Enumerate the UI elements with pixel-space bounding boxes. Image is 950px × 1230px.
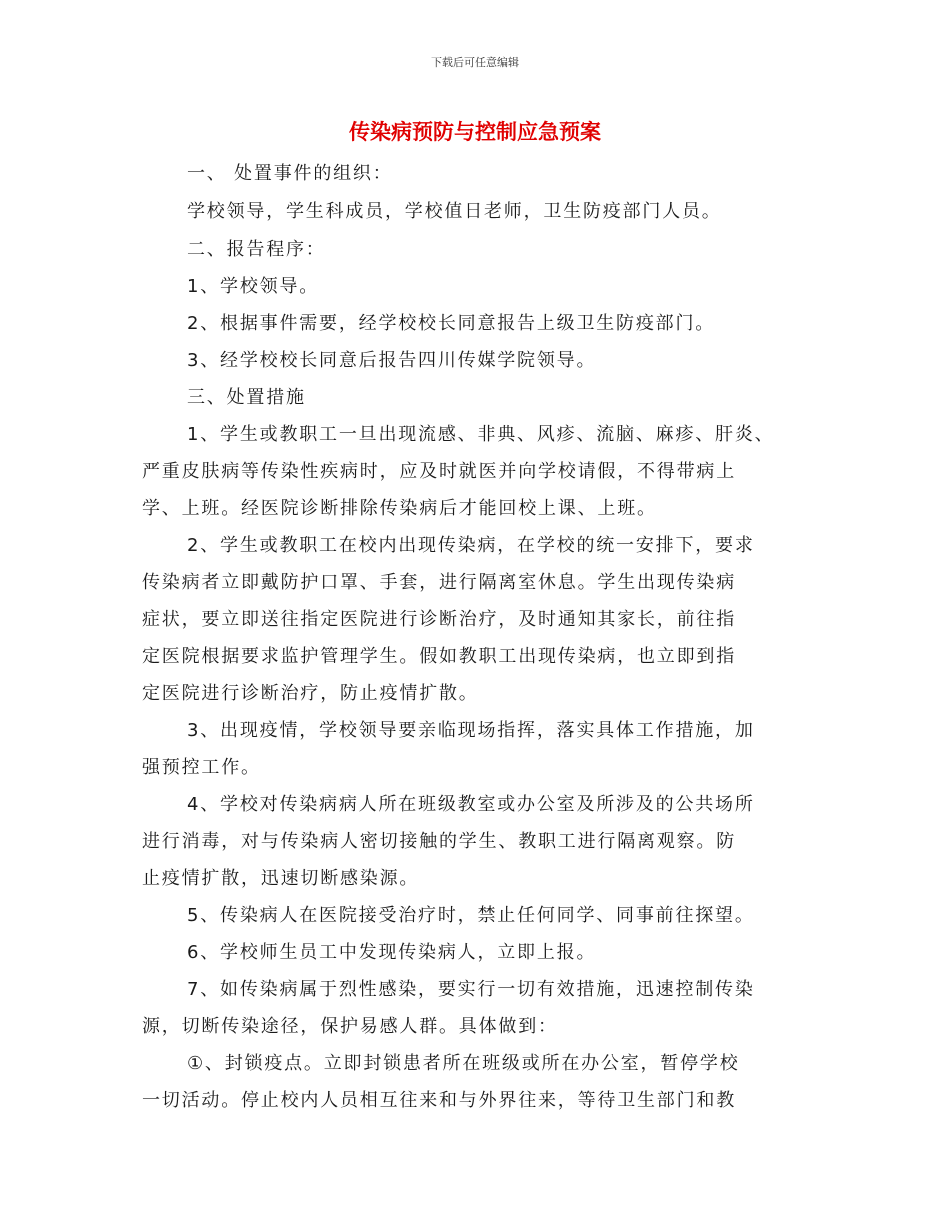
body-line: 源，切断传染途径，保护易感人群。具体做到： (142, 1016, 558, 1037)
body-line: 定医院进行诊断治疗，防止疫情扩散。 (142, 683, 479, 704)
body-line: 7、如传染病属于烈性感染，要实行一切有效措施，迅速控制传染 (187, 979, 755, 1000)
body-line: 进行消毒，对与传染病人密切接触的学生、教职工进行隔离观察。防 (142, 831, 736, 852)
document-title: 传染病预防与控制应急预案 (349, 120, 601, 144)
body-line: 严重皮肤病等传染性疾病时，应及时就医并向学校请假，不得带病上 (142, 461, 736, 482)
body-line: 定医院根据要求监护管理学生。假如教职工出现传染病，也立即到指 (142, 646, 736, 667)
body-line: 5、传染病人在医院接受治疗时，禁止任何同学、同事前往探望。 (187, 905, 755, 926)
body-line: 2、学生或教职工在校内出现传染病，在学校的统一安排下，要求 (187, 535, 755, 556)
body-line: 学、上班。经医院诊断排除传染病后才能回校上课、上班。 (142, 498, 657, 519)
body-line: 强预控工作。 (142, 757, 261, 778)
body-line: 3、出现疫情，学校领导要亲临现场指挥，落实具体工作措施，加 (187, 720, 755, 741)
body-line: 4、学校对传染病病人所在班级教室或办公室及所涉及的公共场所 (187, 794, 755, 815)
page-header-note: 下载后可任意编辑 (431, 56, 519, 69)
body-line: 传染病者立即戴防护口罩、手套，进行隔离室休息。学生出现传染病 (142, 572, 736, 593)
body-line: ①、封锁疫点。立即封锁患者所在班级或所在办公室，暂停学校 (187, 1053, 740, 1074)
body-line: 1、学生或教职工一旦出现流感、非典、风疹、流脑、麻疹、肝炎、 (187, 424, 775, 445)
body-line: 学校领导，学生科成员，学校值日老师，卫生防疫部门人员。 (187, 201, 722, 222)
body-line: 6、学校师生员工中发现传染病人，立即上报。 (187, 942, 597, 963)
body-line: 2、根据事件需要，经学校校长同意报告上级卫生防疫部门。 (187, 313, 716, 334)
body-line: 一切活动。停止校内人员相互往来和与外界往来，等待卫生部门和教 (142, 1090, 736, 1111)
body-line: 3、经学校校长同意后报告四川传媒学院领导。 (187, 350, 597, 371)
body-line: 1、学校领导。 (187, 276, 320, 297)
body-line: 三、处置措施 (187, 387, 306, 408)
body-line: 止疫情扩散，迅速切断感染源。 (142, 868, 420, 889)
body-line: 症状，要立即送往指定医院进行诊断治疗，及时通知其家长，前往指 (142, 609, 736, 630)
body-line: 一、 处置事件的组织： (187, 163, 393, 184)
body-line: 二、报告程序： (187, 239, 326, 260)
